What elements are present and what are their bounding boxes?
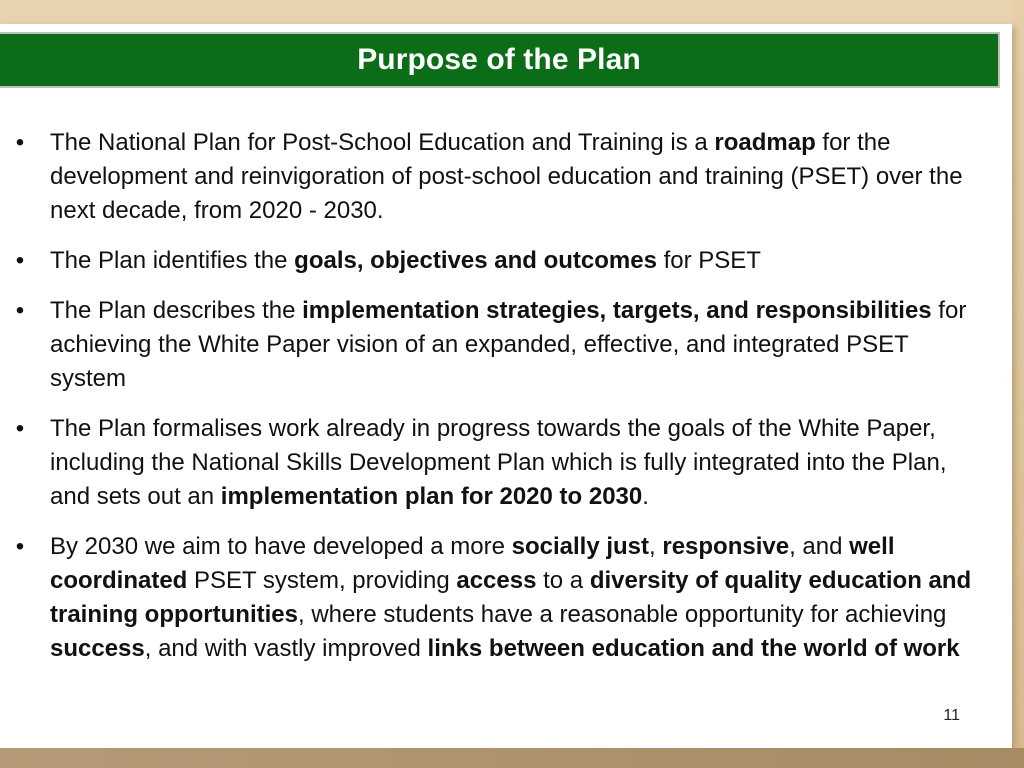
bullet-text <box>50 129 963 224</box>
slide-bottom-border <box>0 748 1024 768</box>
bullet-text-run: , and with vastly improved <box>144 635 428 662</box>
bullet-text <box>50 297 966 392</box>
bullet-text-run: The Plan describes the <box>50 297 303 324</box>
bullet-text-emphasis: well coordinated <box>50 533 895 594</box>
bullet-text <box>50 415 947 510</box>
bullet-text-run: The Plan identifies the <box>50 247 295 274</box>
bullet-text-run: for the development and reinvigoration of post-school education and training (PSET) over the next decade, from 2020 - 2030. <box>50 129 963 224</box>
bullet-symbol: • <box>15 129 25 156</box>
page-number: 11 <box>943 707 960 724</box>
slide-content <box>0 126 980 682</box>
bullet-text-run: The Plan formalises work already in progress towards the goals of the White Paper, including the National Skills Development Plan which is fully integrated into the Plan, and sets out an <box>50 415 947 510</box>
bullet-text-emphasis: diversity of quality education and training opportunities <box>50 567 972 628</box>
bullet-item <box>0 294 980 396</box>
bullet-symbol: • <box>15 533 25 560</box>
bullet-text-run: , and <box>789 533 850 560</box>
bullet-text-run: PSET system, providing <box>187 567 457 594</box>
title-bar <box>0 32 1000 88</box>
bullet-symbol: • <box>15 415 25 442</box>
bullet-text-emphasis: implementation strategies, targets, and responsibilities <box>302 297 932 324</box>
bullet-symbol: • <box>15 247 25 274</box>
bullet-list <box>0 126 980 666</box>
bullet-text <box>50 247 761 274</box>
slide-title: Purpose of the Plan <box>357 43 641 76</box>
bullet-text-emphasis: roadmap <box>714 129 816 156</box>
bullet-text-emphasis: socially just <box>511 533 650 560</box>
bullet-text-run: The National Plan for Post-School Education and Training is a <box>50 129 715 156</box>
slide-right-border <box>1012 0 1024 768</box>
bullet-text-emphasis: implementation plan for 2020 to 2030 <box>220 483 643 510</box>
bullet-text-emphasis: links between education and the world of work <box>427 635 960 662</box>
bullet-text-run: to a <box>536 567 590 594</box>
bullet-text-emphasis: success <box>50 635 145 662</box>
bullet-text-emphasis: access <box>456 567 537 594</box>
bullet-text-emphasis: responsive <box>662 533 790 560</box>
bullet-text-run: , <box>649 533 663 560</box>
bullet-symbol: • <box>15 297 25 324</box>
bullet-text-run: for achieving the White Paper vision of an expanded, effective, and integrated PSET system <box>50 297 967 392</box>
bullet-item <box>0 126 980 228</box>
bullet-text-run: for PSET <box>656 247 761 274</box>
bullet-text-emphasis: goals, objectives and outcomes <box>294 247 657 274</box>
bullet-text <box>50 533 971 662</box>
bullet-text-run: By 2030 we aim to have developed a more <box>50 533 512 560</box>
bullet-item <box>0 244 980 278</box>
bullet-item <box>0 530 980 666</box>
bullet-text-run: . <box>642 483 649 510</box>
bullet-text-run: , where students have a reasonable opportunity for achieving <box>297 601 947 628</box>
bullet-item <box>0 412 980 514</box>
